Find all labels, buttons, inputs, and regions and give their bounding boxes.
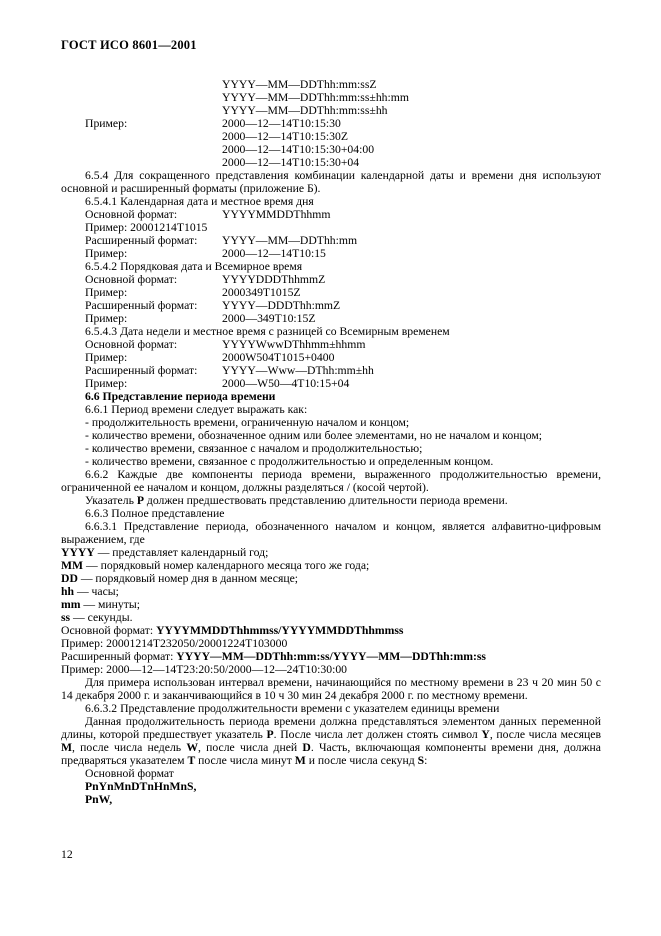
row-value <box>222 234 357 247</box>
text: 6.5.4.1 Календарная дата и местное время дня <box>85 195 314 208</box>
format-row <box>61 247 601 260</box>
paragraph <box>61 559 601 572</box>
text: 6.5.4 Для сокращенного представления комбинации календарной даты и времени дня используют основной и расширенный форматы (приложение Б). <box>61 169 601 195</box>
text: YYYYMMDDThhmm <box>222 208 331 221</box>
text: , после числа месяцев <box>489 728 601 741</box>
text: 2000—12—14T10:15:30+04 <box>222 156 360 169</box>
row-label <box>61 312 127 325</box>
row-value <box>222 208 330 221</box>
text: — порядковый номер календарного месяца того же года; <box>83 559 370 572</box>
text: , после числа недель <box>72 741 187 754</box>
text: - количество времени, связанное с началом и продолжительностью; <box>85 442 423 455</box>
paragraph <box>61 676 601 702</box>
bold-text: D <box>302 741 311 754</box>
format-row <box>61 286 601 299</box>
text: и после числа секунд <box>305 754 418 767</box>
text: 2000—12—14T10:15 <box>222 247 326 260</box>
text: Данная продолжительность периода времени должна представляться элементом данных переменной длины, которой предшествует указатель <box>61 715 601 741</box>
text: 2000W504T1015+0400 <box>222 351 335 364</box>
row-label <box>61 117 127 130</box>
format-row <box>61 351 601 364</box>
text: Расширенный формат: <box>85 299 198 312</box>
text: Основной формат <box>85 767 174 780</box>
text: Пример: 20001214T232050/20001224T103000 <box>61 637 288 650</box>
row-value <box>222 78 377 91</box>
text: . После числа лет должен стоять символ <box>273 728 482 741</box>
paragraph <box>61 390 601 403</box>
text: Пример: <box>85 351 128 364</box>
paragraph <box>61 715 601 767</box>
text: 6.6.3 Полное представление <box>85 507 225 520</box>
row-value <box>222 91 409 104</box>
paragraph <box>61 455 601 468</box>
bold-text: Р <box>266 728 274 741</box>
row-label <box>61 299 197 312</box>
paragraph <box>61 767 601 780</box>
text: — порядковый номер дня в данном месяце; <box>77 572 299 585</box>
paragraph <box>61 260 601 273</box>
text: Основной формат: <box>61 624 157 637</box>
paragraph <box>61 585 601 598</box>
paragraph <box>61 702 601 715</box>
bold-text: PnW, <box>85 793 113 806</box>
row-value <box>222 312 316 325</box>
row-value <box>222 247 326 260</box>
text: 6.5.4.2 Порядковая дата и Всемирное время <box>85 260 303 273</box>
text: 2000—12—14T10:15:30Z <box>222 130 348 143</box>
bold-text: ss <box>61 611 71 624</box>
text: 2000—349T10:15Z <box>222 312 316 325</box>
format-row <box>61 338 601 351</box>
paragraph <box>61 403 601 416</box>
row-value <box>222 286 301 299</box>
document-body <box>61 78 601 806</box>
text: Основной формат: <box>85 338 178 351</box>
text: Пример: <box>85 117 128 130</box>
row-value <box>222 117 341 130</box>
text: после числа минут <box>195 754 295 767</box>
text: 2000349T1015Z <box>222 286 301 299</box>
paragraph <box>61 169 601 195</box>
bold-text: PnYnMnDTnHnMnS, <box>85 780 197 793</box>
text: 2000—W50—4T10:15+04 <box>222 377 350 390</box>
row-value <box>222 130 348 143</box>
text: — минуты; <box>80 598 140 611</box>
row-label <box>61 247 127 260</box>
text: 2000—12—14T10:15:30+04:00 <box>222 143 375 156</box>
bold-text: DD <box>61 572 78 585</box>
paragraph <box>61 507 601 520</box>
paragraph <box>61 416 601 429</box>
paragraph <box>61 793 601 806</box>
text: Основной формат: <box>85 208 178 221</box>
text: : <box>424 754 428 767</box>
text: 6.6.2 Каждые две компоненты периода времени, выраженного продолжительностью времени, ограниченной ее началом и концом, должны разделяться / (косой чертой). <box>61 468 601 494</box>
paragraph <box>61 325 601 338</box>
row-value <box>222 377 349 390</box>
paragraph <box>61 520 601 546</box>
text: - количество времени, обозначенное одним или более элементами, но не началом и концом; <box>85 429 542 442</box>
text: Пример: <box>85 247 128 260</box>
row-label <box>61 351 127 364</box>
paragraph <box>61 598 601 611</box>
bold-text: W <box>186 741 199 754</box>
document-title: ГОСТ ИСО 8601—2001 <box>61 38 197 52</box>
paragraph <box>61 195 601 208</box>
paragraph <box>61 468 601 494</box>
bold-text: S <box>417 754 425 767</box>
text: 6.6.3.1 Представление периода, обозначенного началом и концом, является алфавитно-цифровым выражением, где <box>61 520 601 546</box>
bold-text: YYYY—MM—DDThh:mm:ss/YYYY—MM—DDThh:mm:ss <box>176 650 486 663</box>
text: Указатель <box>85 494 137 507</box>
text: — часы; <box>74 585 119 598</box>
row-value <box>222 156 359 169</box>
format-row <box>61 78 601 91</box>
format-row <box>61 299 601 312</box>
text: 2000—12—14T10:15:30 <box>222 117 341 130</box>
row-value <box>222 104 388 117</box>
format-row <box>61 91 601 104</box>
bold-text: Р <box>136 494 144 507</box>
text: YYYY—MM—DDThh:mm <box>222 234 358 247</box>
text: Пример: <box>85 312 128 325</box>
text: YYYYWwwDThhmm±hhmm <box>222 338 366 351</box>
format-row <box>61 234 601 247</box>
bold-text: 6.6 Представление периода времени <box>85 390 276 403</box>
bold-text: Y <box>481 728 490 741</box>
text: Пример: <box>85 286 128 299</box>
paragraph <box>61 663 601 676</box>
text: — секунды. <box>70 611 133 624</box>
paragraph <box>61 650 601 663</box>
row-label <box>61 377 127 390</box>
paragraph <box>61 221 601 234</box>
text: , после числа дней <box>198 741 303 754</box>
text: должен предшествовать представлению длительности периода времени. <box>143 494 508 507</box>
bold-text: Т <box>187 754 196 767</box>
format-row <box>61 156 601 169</box>
row-value <box>222 351 334 364</box>
paragraph <box>61 494 601 507</box>
row-label <box>61 208 177 221</box>
row-value <box>222 364 374 377</box>
text: . Часть, включающая компоненты времени дня, должна предваряться указателем <box>61 741 601 767</box>
text: 6.6.3.2 Представление продолжительности времени с указателем единицы времени <box>85 702 500 715</box>
paragraph <box>61 572 601 585</box>
format-row <box>61 312 601 325</box>
page-number: 12 <box>61 848 73 861</box>
paragraph <box>61 611 601 624</box>
row-value <box>222 338 365 351</box>
row-label <box>61 234 197 247</box>
text: Расширенный формат: <box>85 364 198 377</box>
bold-text: М <box>294 754 306 767</box>
bold-text: hh <box>61 585 75 598</box>
format-row <box>61 208 601 221</box>
text: Основной формат: <box>85 273 178 286</box>
format-row <box>61 377 601 390</box>
text: YYYY—Www—DThh:mm±hh <box>222 364 374 377</box>
bold-text: YYYYMMDDThhmmss/YYYYMMDDThhmmss <box>156 624 404 637</box>
text: - продолжительность времени, ограниченную началом и концом; <box>85 416 410 429</box>
bold-text: М <box>61 741 73 754</box>
format-row <box>61 130 601 143</box>
text: Пример: 2000—12—14T23:20:50/2000—12—24T10:30:00 <box>61 663 348 676</box>
text: Пример: <box>85 377 128 390</box>
text: 6.5.4.3 Дата недели и местное время с разницей со Всемирным временем <box>85 325 450 338</box>
text: YYYY—MM—DDThh:mm:ss±hh:mm <box>222 91 409 104</box>
text: Расширенный формат: <box>61 650 177 663</box>
paragraph <box>61 637 601 650</box>
row-value <box>222 299 340 312</box>
text: YYYY—MM—DDThh:mm:ssZ <box>222 78 377 91</box>
bold-text: MM <box>61 559 84 572</box>
row-label <box>61 286 127 299</box>
format-row <box>61 104 601 117</box>
row-value <box>222 273 325 286</box>
text: Пример: 20001214T1015 <box>85 221 208 234</box>
format-row <box>61 364 601 377</box>
text: - количество времени, связанное с продолжительностью и определенным концом. <box>85 455 494 468</box>
text: Для примера использован интервал времени, начинающийся по местному времени в 23 ч 20 мин 50 с 14 декабря 2000 г. и заканчивающийся в 10 ч 30 мин 24 декабря 2000 г. по местному времени. <box>61 676 601 702</box>
paragraph <box>61 624 601 637</box>
row-label <box>61 338 177 351</box>
text: Расширенный формат: <box>85 234 198 247</box>
paragraph <box>61 429 601 442</box>
paragraph <box>61 442 601 455</box>
paragraph <box>61 546 601 559</box>
bold-text: mm <box>61 598 81 611</box>
paragraph <box>61 780 601 793</box>
text: — представляет календарный год; <box>94 546 269 559</box>
bold-text: YYYY <box>61 546 95 559</box>
format-row <box>61 143 601 156</box>
format-row <box>61 117 601 130</box>
text: YYYY—MM—DDThh:mm:ss±hh <box>222 104 388 117</box>
text: 6.6.1 Период времени следует выражать как: <box>85 403 308 416</box>
text: YYYYDDDThhmmZ <box>222 273 326 286</box>
row-label <box>61 273 177 286</box>
row-value <box>222 143 374 156</box>
row-label <box>61 364 197 377</box>
text: YYYY—DDDThh:mmZ <box>222 299 341 312</box>
format-row <box>61 273 601 286</box>
